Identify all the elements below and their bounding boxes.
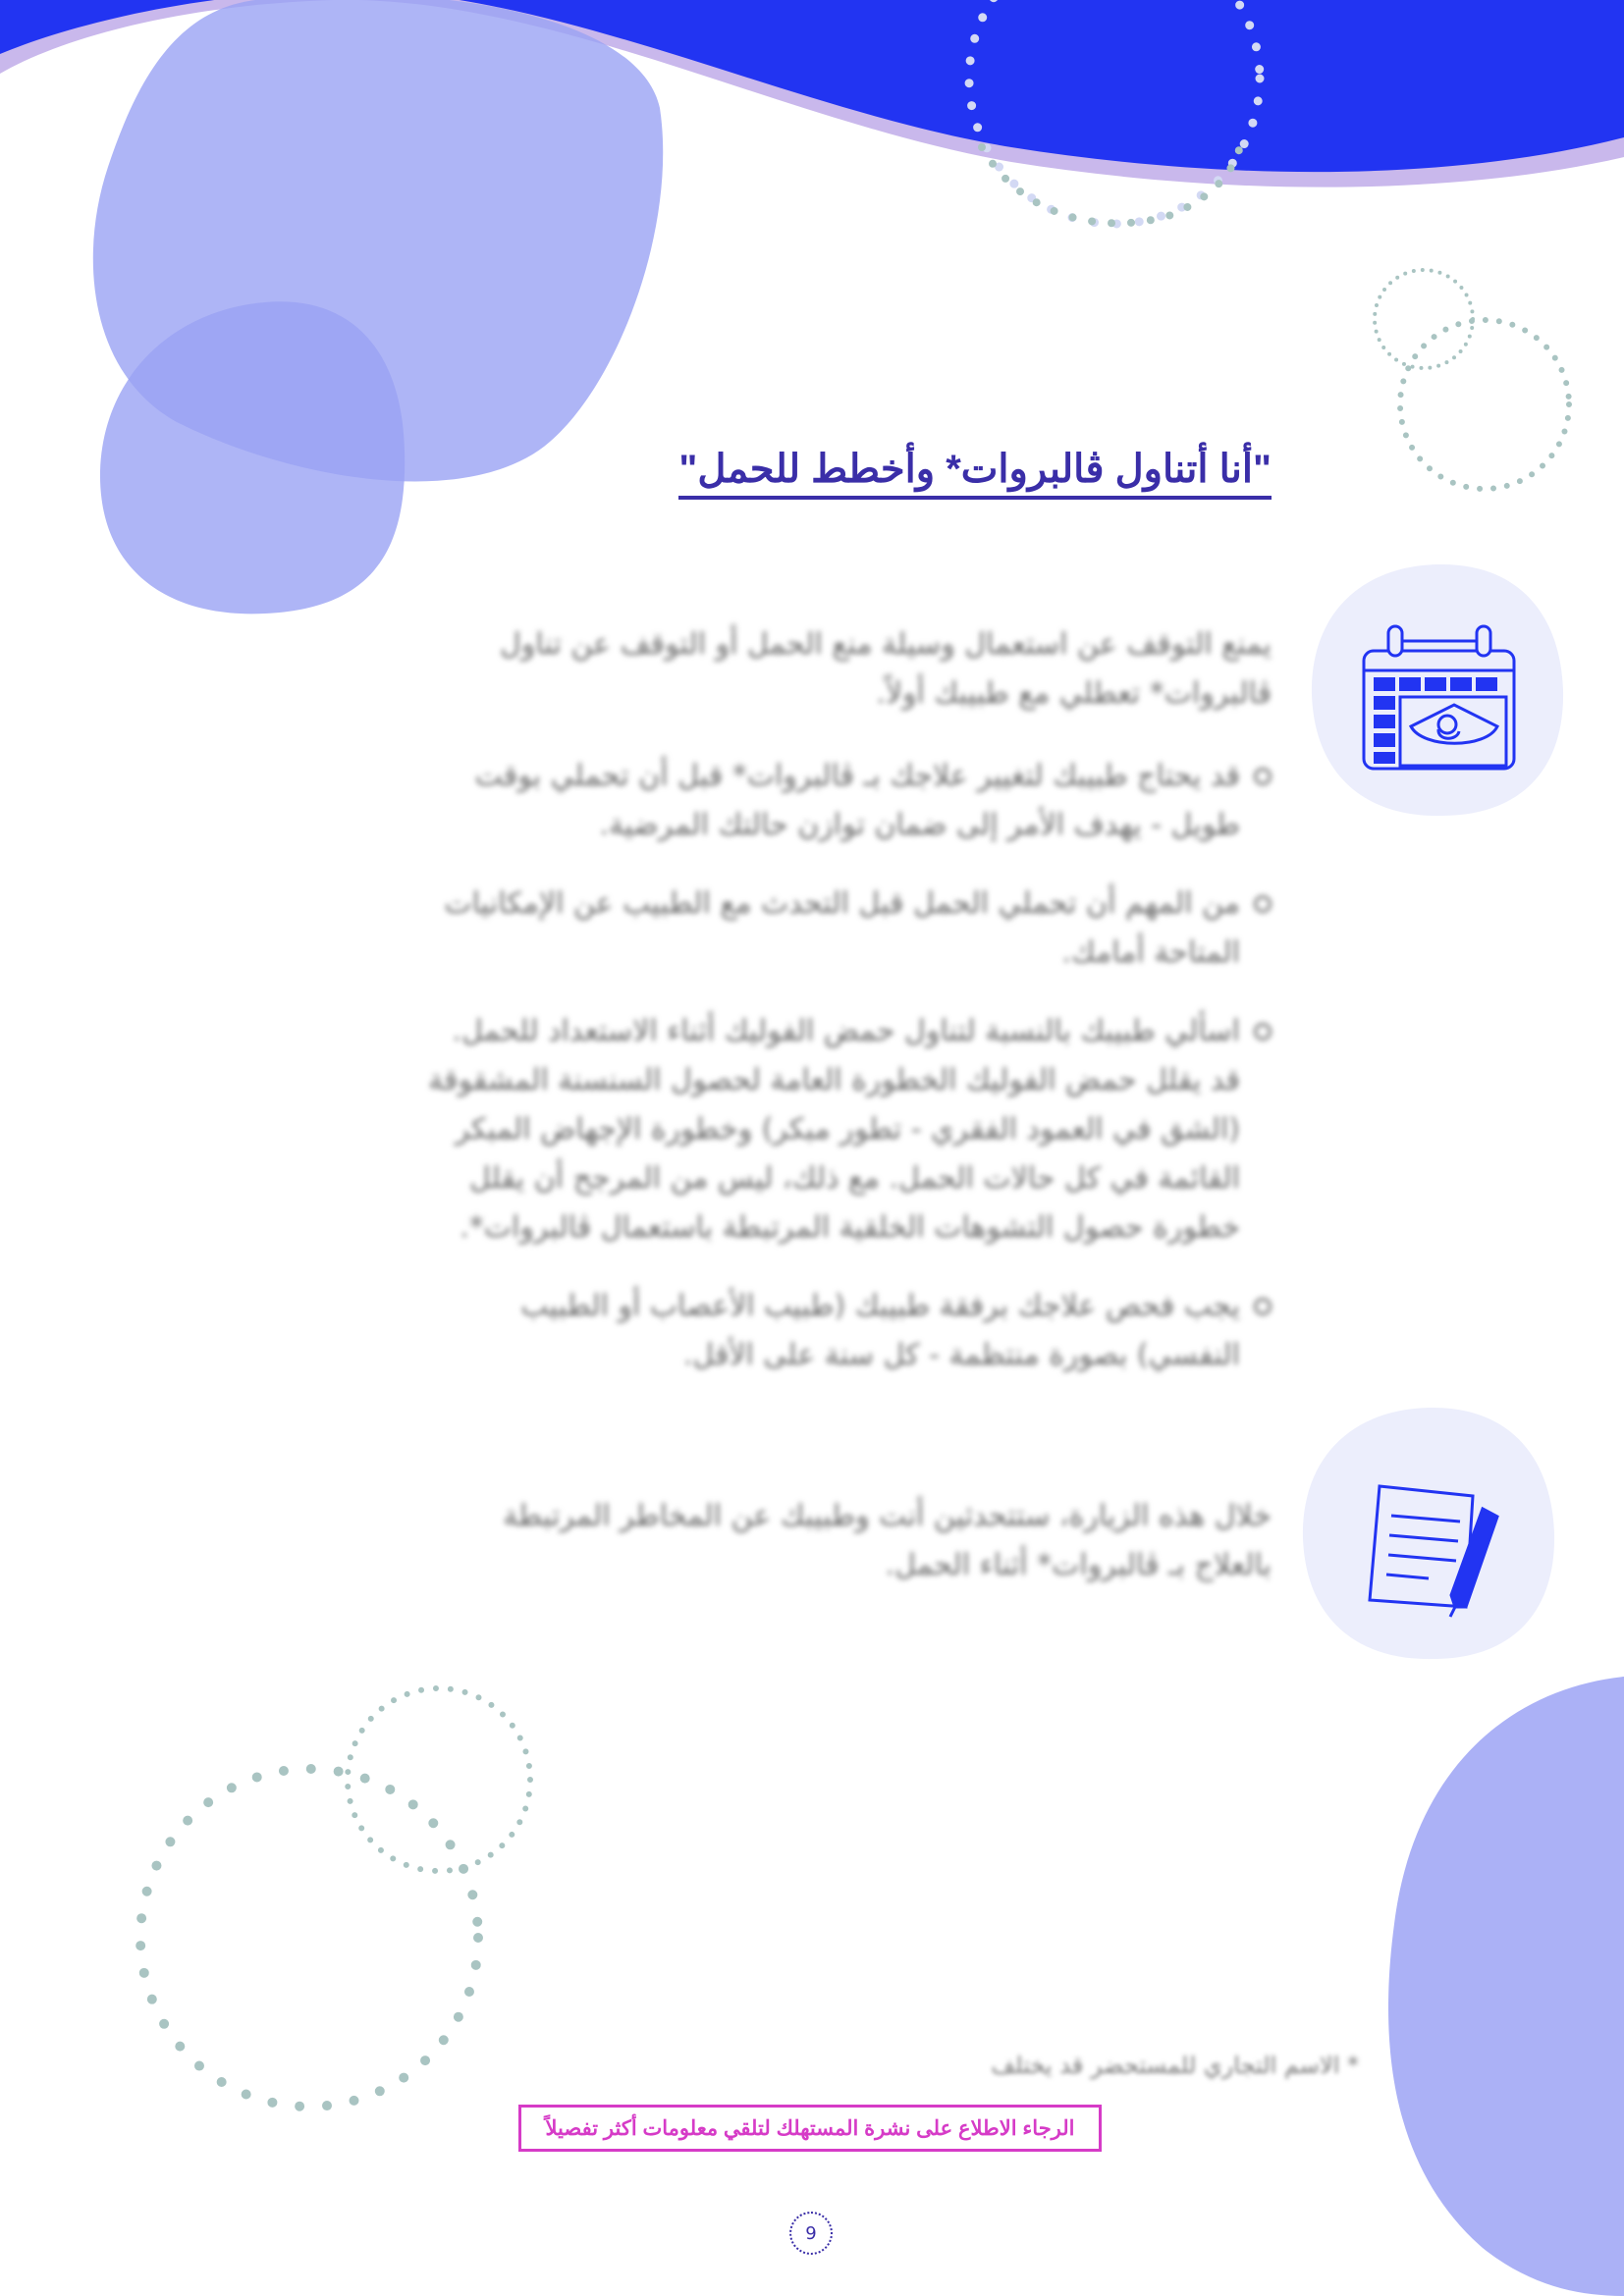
notepad-icon-container <box>1301 1406 1558 1663</box>
list-item: قد يحتاج طبيبك لتغيير علاجك بـ ڤالبروات* قبل أن تحملي بوقت طويل - يهدف الأمر إلى ضمان توازن حالتك المرضية. <box>427 752 1272 850</box>
page-number: 9 <box>789 2212 833 2255</box>
dotted-circle-right-small <box>1375 270 1473 368</box>
list-item: يجب فحص علاجك برفقة طبيبك (طبيب الأعصاب أو الطبيب النفسي) بصورة منتظمة - كل سنة على الأقل. <box>427 1282 1272 1380</box>
bullet-list <box>427 752 1272 1410</box>
bottom-right-blob <box>1388 1677 1624 2296</box>
leaflet-reference-text: الرجاء الاطلاع على نشرة المستهلك لتلقي معلومات أكثر تفصيلاً <box>545 2116 1075 2140</box>
dotted-circle-right-large <box>1400 320 1569 489</box>
leaflet-reference-box <box>518 2105 1102 2152</box>
page-title: "أنا أتناول ڤالبروات* وأخطط للحمل" <box>678 447 1272 500</box>
footnote: * الاسم التجاري للمستحضر قد يختلف <box>991 2052 1359 2079</box>
title-block <box>486 447 1272 500</box>
list-item: اسألي طبيبك بالنسبة لتناول حمض الفوليك أثناء الاستعداد للحمل. قد يقلل حمض الفوليك الخطورة العامة لحصول السنسنة المشقوقة (الشق في العمود الفقري - تطور مبكر) وخطورة الإجهاض المبكر القائمة في كل حالات الحمل. مع ذلك، ليس من المرجح أن يقلل خطورة حصول التشوهات الخلقية المرتبطة باستعمال ڤالبروات*. <box>427 1007 1272 1253</box>
note-paragraph: خلال هذه الزيارة، ستتحدثين أنت وطبيبك عن المخاطر المرتبطة بالعلاج بـ ڤالبروات* أثناء الحمل. <box>503 1499 1272 1582</box>
calendar-icon-container <box>1310 562 1567 820</box>
dotted-circle-bottom-large <box>140 1769 478 2107</box>
list-item: من المهم أن تحملي الحمل قبل التحدث مع الطبيب عن الإمكانيات المتاحة أمامك. <box>427 880 1272 978</box>
dotted-circle-bottom-small <box>348 1688 530 1871</box>
intro-paragraph: يمنع التوقف عن استعمال وسيلة منع الحمل أو التوقف عن تناول ڤالبروات* تعطلي مع طبيبك أولاً. <box>499 627 1272 711</box>
